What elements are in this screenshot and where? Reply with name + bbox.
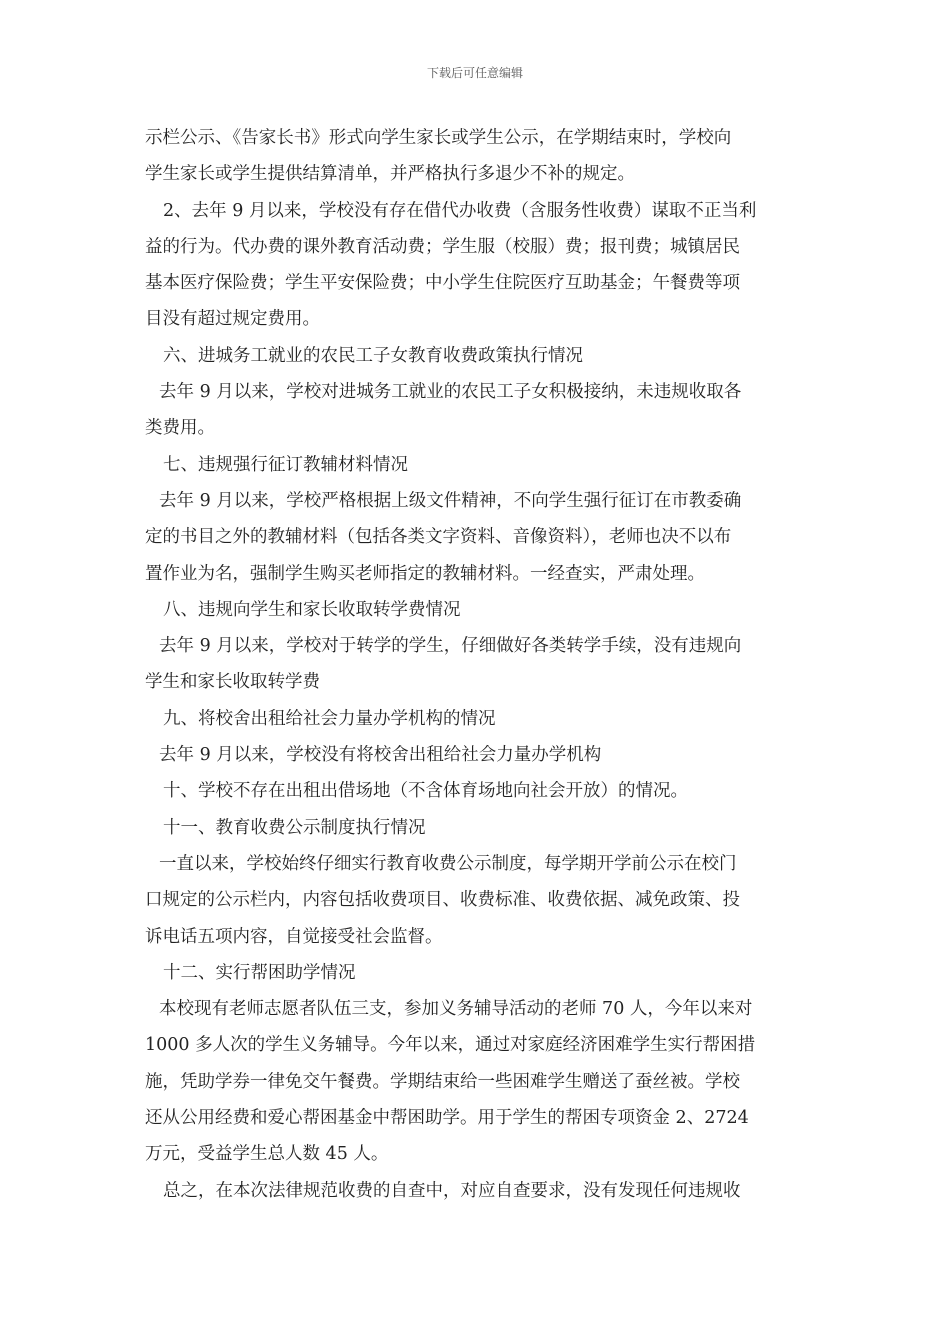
text-line: 九、将校舍出租给社会力量办学机构的情况 bbox=[163, 708, 496, 729]
text-line: 益的行为。代办费的课外教育活动费；学生服（校服）费；报刊费；城镇居民 bbox=[145, 236, 740, 257]
text-line: 诉电话五项内容，自觉接受社会监督。 bbox=[145, 926, 443, 947]
text-line: 示栏公示、《告家长书》形式向学生家长或学生公示，在学期结束时，学校向 bbox=[145, 128, 732, 148]
text-line: 万元，受益学生总人数 45 人。 bbox=[145, 1144, 389, 1165]
text-line: 六、进城务工就业的农民工子女教育收费政策执行情况 bbox=[163, 345, 583, 366]
text-line: 十、学校不存在出租出借场地（不含体育场地向社会开放）的情况。 bbox=[163, 781, 688, 802]
text-line: 还从公用经费和爱心帮困基金中帮困助学。用于学生的帮困专项资金 2、2724 bbox=[145, 1108, 749, 1129]
text-line: 学生和家长收取转学费 bbox=[145, 672, 320, 693]
text-line: 去年 9 月以来，学校对于转学的学生，仔细做好各类转学手续，没有违规向 bbox=[159, 636, 742, 657]
text-line: 去年 9 月以来，学校严格根据上级文件精神，不向学生强行征订在市教委确 bbox=[159, 490, 742, 511]
text-line: 置作业为名，强制学生购买老师指定的教辅材料。一经查实，严肃处理。 bbox=[145, 563, 705, 584]
page-header: 下载后可任意编辑 bbox=[426, 66, 523, 80]
text-line: 口规定的公示栏内，内容包括收费项目、收费标准、收费依据、减免政策、投 bbox=[145, 890, 740, 911]
text-line: 定的书目之外的教辅材料（包括各类文字资料、音像资料），老师也决不以布 bbox=[145, 527, 732, 548]
text-line: 目没有超过规定费用。 bbox=[145, 309, 320, 330]
text-line: 2、去年 9 月以来，学校没有存在借代办收费（含服务性收费）谋取不正当利 bbox=[163, 200, 757, 221]
text-line: 施，凭助学券一律免交午餐费。学期结束给一些困难学生赠送了蚕丝被。学校 bbox=[145, 1071, 740, 1092]
text-line: 1000 多人次的学生义务辅导。今年以来，通过对家庭经济困难学生实行帮困措 bbox=[145, 1035, 756, 1056]
text-line: 学生家长或学生提供结算清单，并严格执行多退少不补的规定。 bbox=[145, 164, 635, 185]
text-line: 总之，在本次法律规范收费的自查中，对应自查要求，没有发现任何违规收 bbox=[163, 1180, 741, 1201]
text-line: 去年 9 月以来，学校没有将校舍出租给社会力量办学机构 bbox=[159, 745, 602, 766]
text-line: 七、违规强行征订教辅材料情况 bbox=[163, 454, 408, 475]
text-line: 十一、教育收费公示制度执行情况 bbox=[163, 817, 426, 838]
document-body bbox=[145, 120, 810, 1209]
text-line: 一直以来，学校始终仔细实行教育收费公示制度，每学期开学前公示在校门 bbox=[159, 853, 737, 874]
text-line: 十二、实行帮困助学情况 bbox=[163, 962, 356, 983]
text-line: 本校现有老师志愿者队伍三支，参加义务辅导活动的老师 70 人，今年以来对 bbox=[159, 999, 753, 1020]
text-line: 类费用。 bbox=[145, 418, 215, 439]
text-line: 基本医疗保险费；学生平安保险费；中小学生住院医疗互助基金；午餐费等项 bbox=[145, 273, 740, 294]
text-line: 去年 9 月以来，学校对进城务工就业的农民工子女积极接纳，未违规收取各 bbox=[159, 382, 742, 403]
text-line: 八、违规向学生和家长收取转学费情况 bbox=[163, 599, 461, 620]
